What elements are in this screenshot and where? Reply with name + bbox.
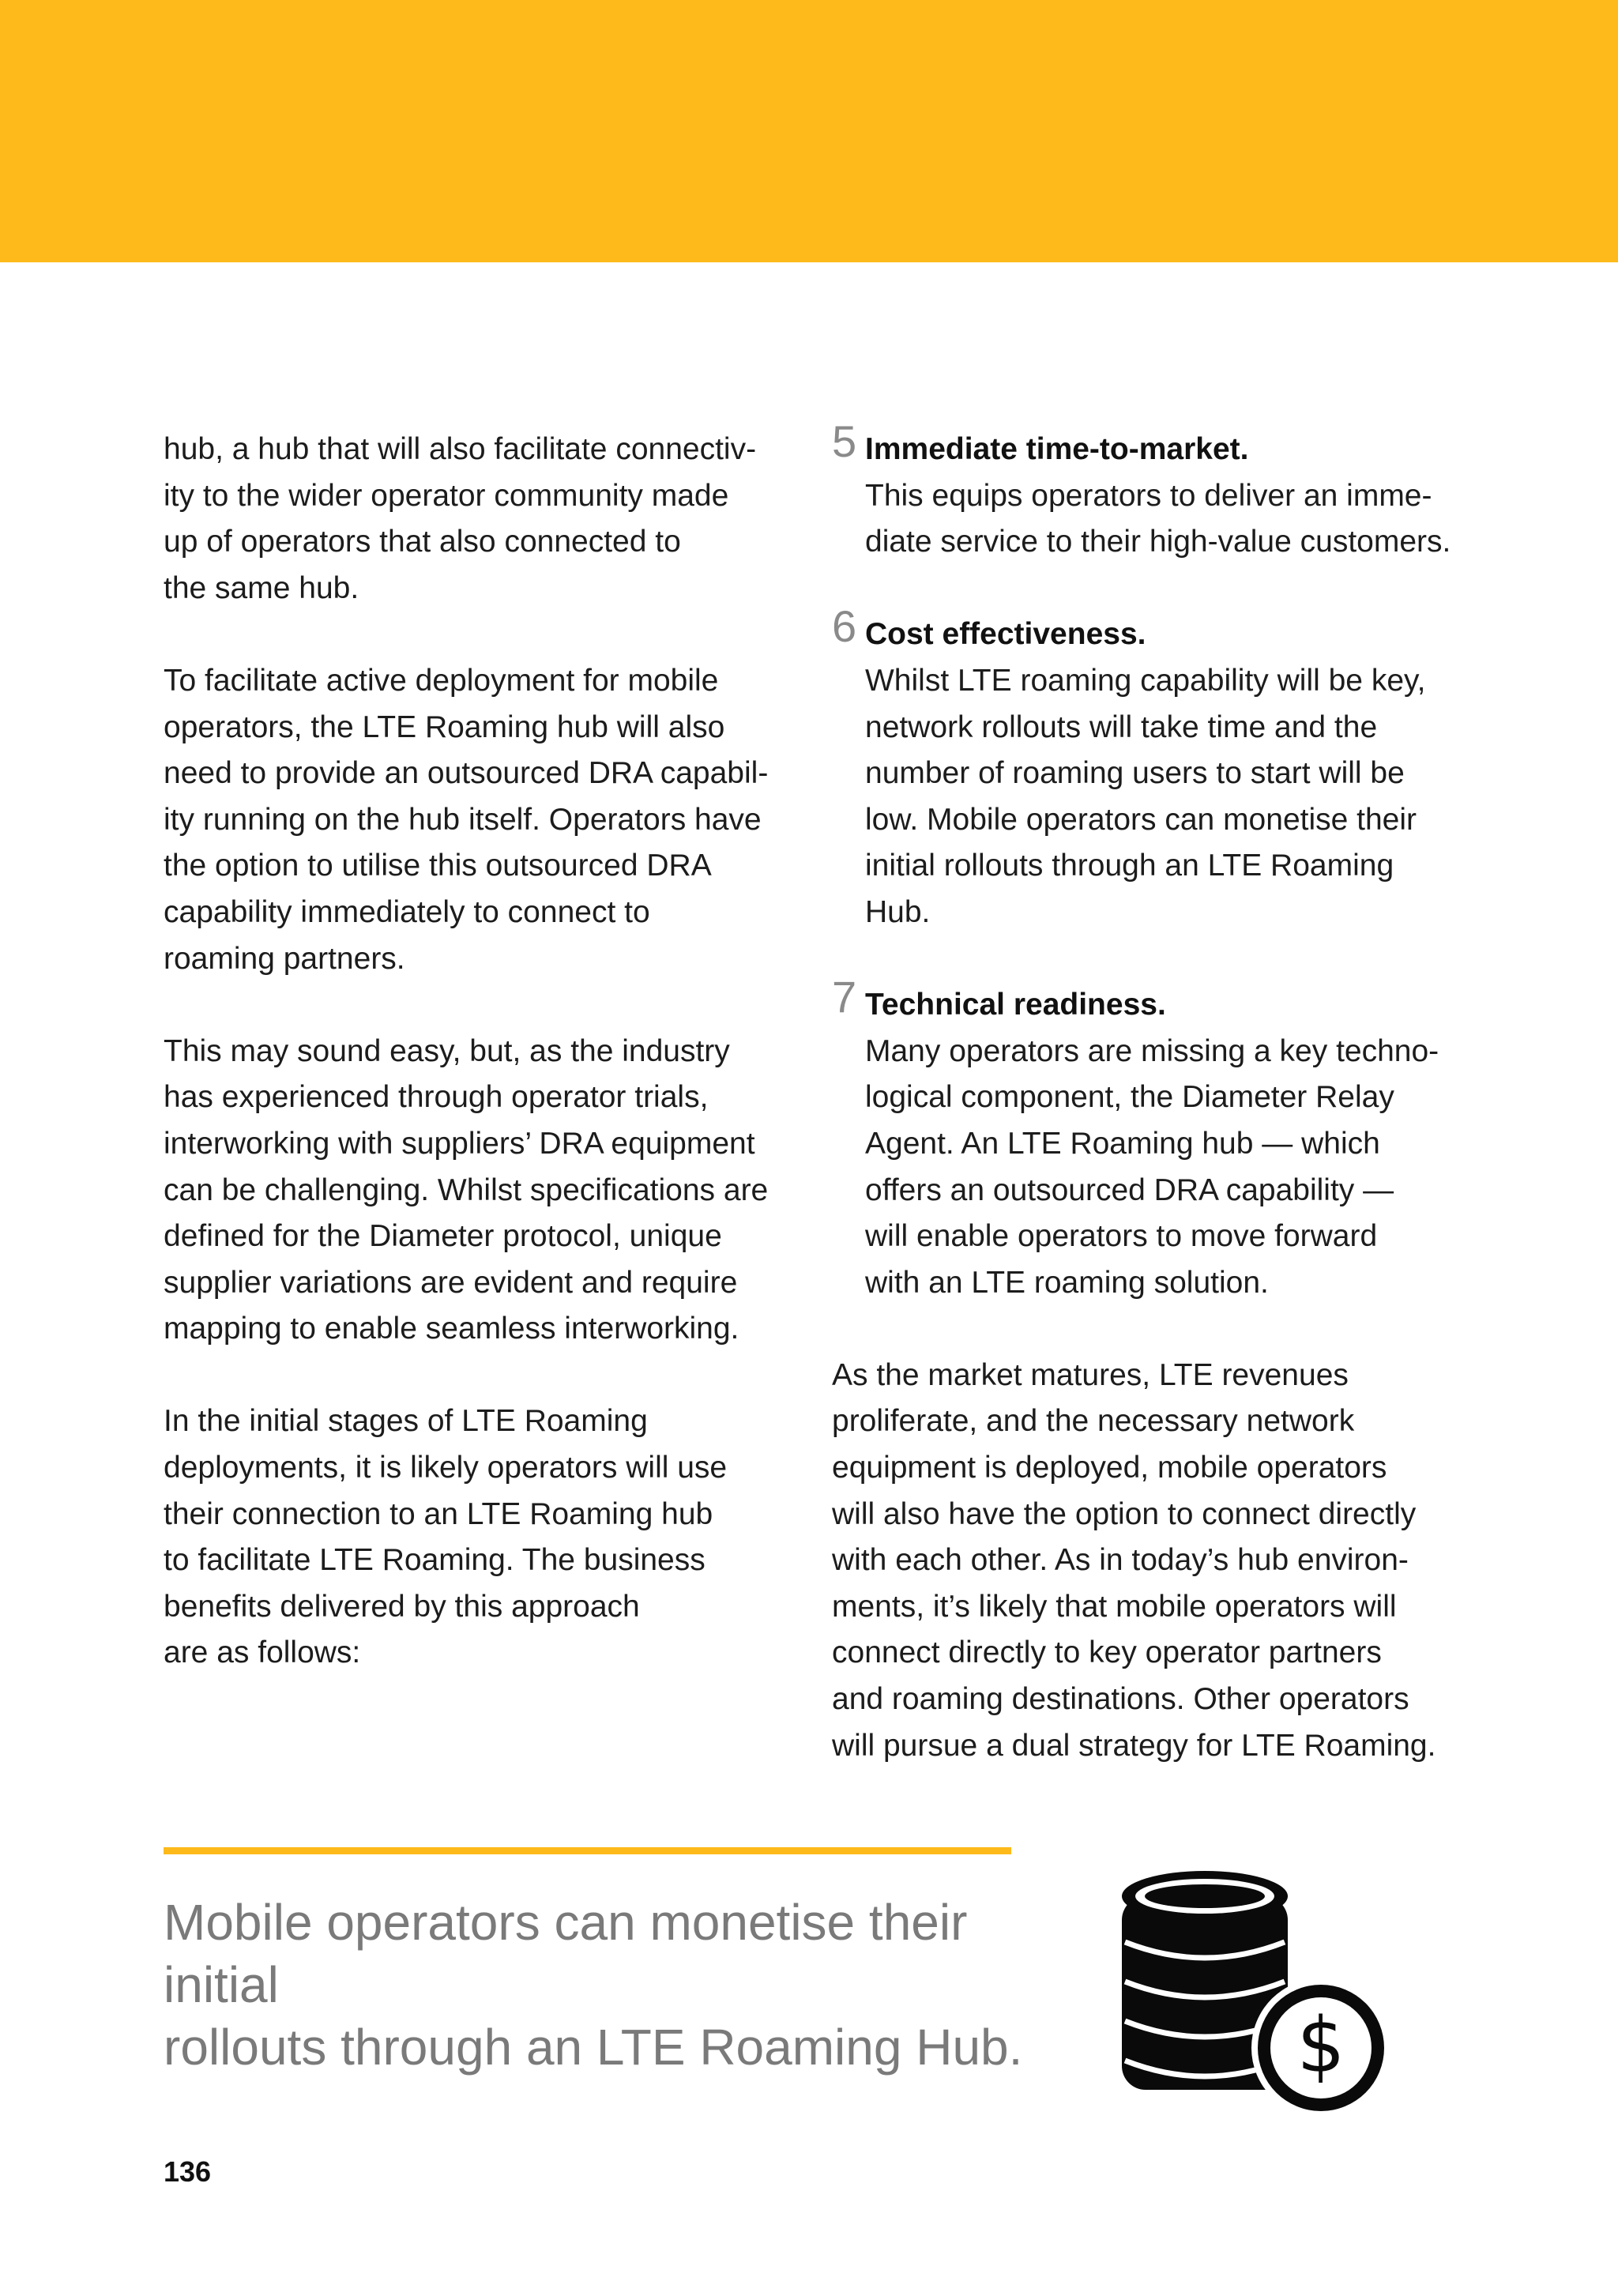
pull-quote-divider [164, 1847, 1011, 1854]
benefit-number: 5 [832, 416, 857, 466]
left-text-column [164, 427, 788, 1723]
dollar-coin [1251, 1978, 1390, 2117]
benefit-number: 6 [832, 601, 857, 652]
benefit-body: This equips operators to deliver an imme- diate service to their high-value customers. [865, 478, 1451, 559]
paragraph-initial-stages: In the initial stages of LTE Roaming deployments, it is likely operators will use their connection to an LTE Roaming hub to facilitate LTE Roaming. The business benefits delivered by this approach are as follows: [164, 1404, 728, 1670]
benefit-number: 7 [832, 972, 857, 1022]
paragraph-industry-trials: This may sound easy, but, as the industry has experienced through operator trials, interworking with suppliers’ DRA equipment can be challenging. Whilst specifications are defined for the Diameter protocol, unique supplier variations are evident and require mapping to enable seamless interworking. [164, 1033, 769, 1346]
header-accent-band [0, 0, 1618, 262]
pull-quote: Mobile operators can monetise their initial rollouts through an LTE Roaming Hub. [164, 1894, 1023, 2076]
benefit-body: Many operators are missing a key techno- logical component, the Diameter Relay Agent. An LTE Roaming hub — which offers an outsourced DRA capability — will enable operators to move forward with an LTE roaming solution. [865, 1033, 1439, 1300]
right-text-column [832, 416, 1464, 1816]
benefit-item-5 [832, 416, 1464, 566]
benefit-item-7 [832, 972, 1464, 1306]
paragraph-active-deployment: To facilitate active deployment for mobile operators, the LTE Roaming hub will also need to provide an outsourced DRA capabil- ity running on the hub itself. Operators have the option to utilise this outsourced DRA capability immediately to connect to roaming partners. [164, 663, 769, 976]
benefit-item-6 [832, 601, 1464, 935]
benefit-title: Cost effectiveness. [865, 617, 1146, 652]
paragraph-hub-connectivity: hub, a hub that will also facilitate connectiv- ity to the wider operator community made up of operators that also connected to the same hub. [164, 432, 757, 605]
benefit-title: Technical readiness. [865, 988, 1166, 1022]
benefit-body: Whilst LTE roaming capability will be key, network rollouts will take time and the number of roaming users to start will be low. Mobile operators can monetise their initial rollouts through an LTE Roaming Hub. [865, 663, 1426, 929]
paragraph-market-matures: As the market matures, LTE revenues proliferate, and the necessary network equipment is deployed, mobile operators will also have the option to connect directly with each other. As in today’s hub environ- ments, it’s likely that mobile operators will connect directly to key operator partners and roaming destinations. Other operators will pursue a dual strategy for LTE Roaming. [832, 1357, 1436, 1763]
coins-dollar-icon [1114, 1865, 1398, 2125]
benefit-title: Immediate time-to-market. [865, 432, 1249, 466]
svg-text:$: $ [1296, 2001, 1345, 2090]
page-number: 136 [164, 2155, 212, 2188]
